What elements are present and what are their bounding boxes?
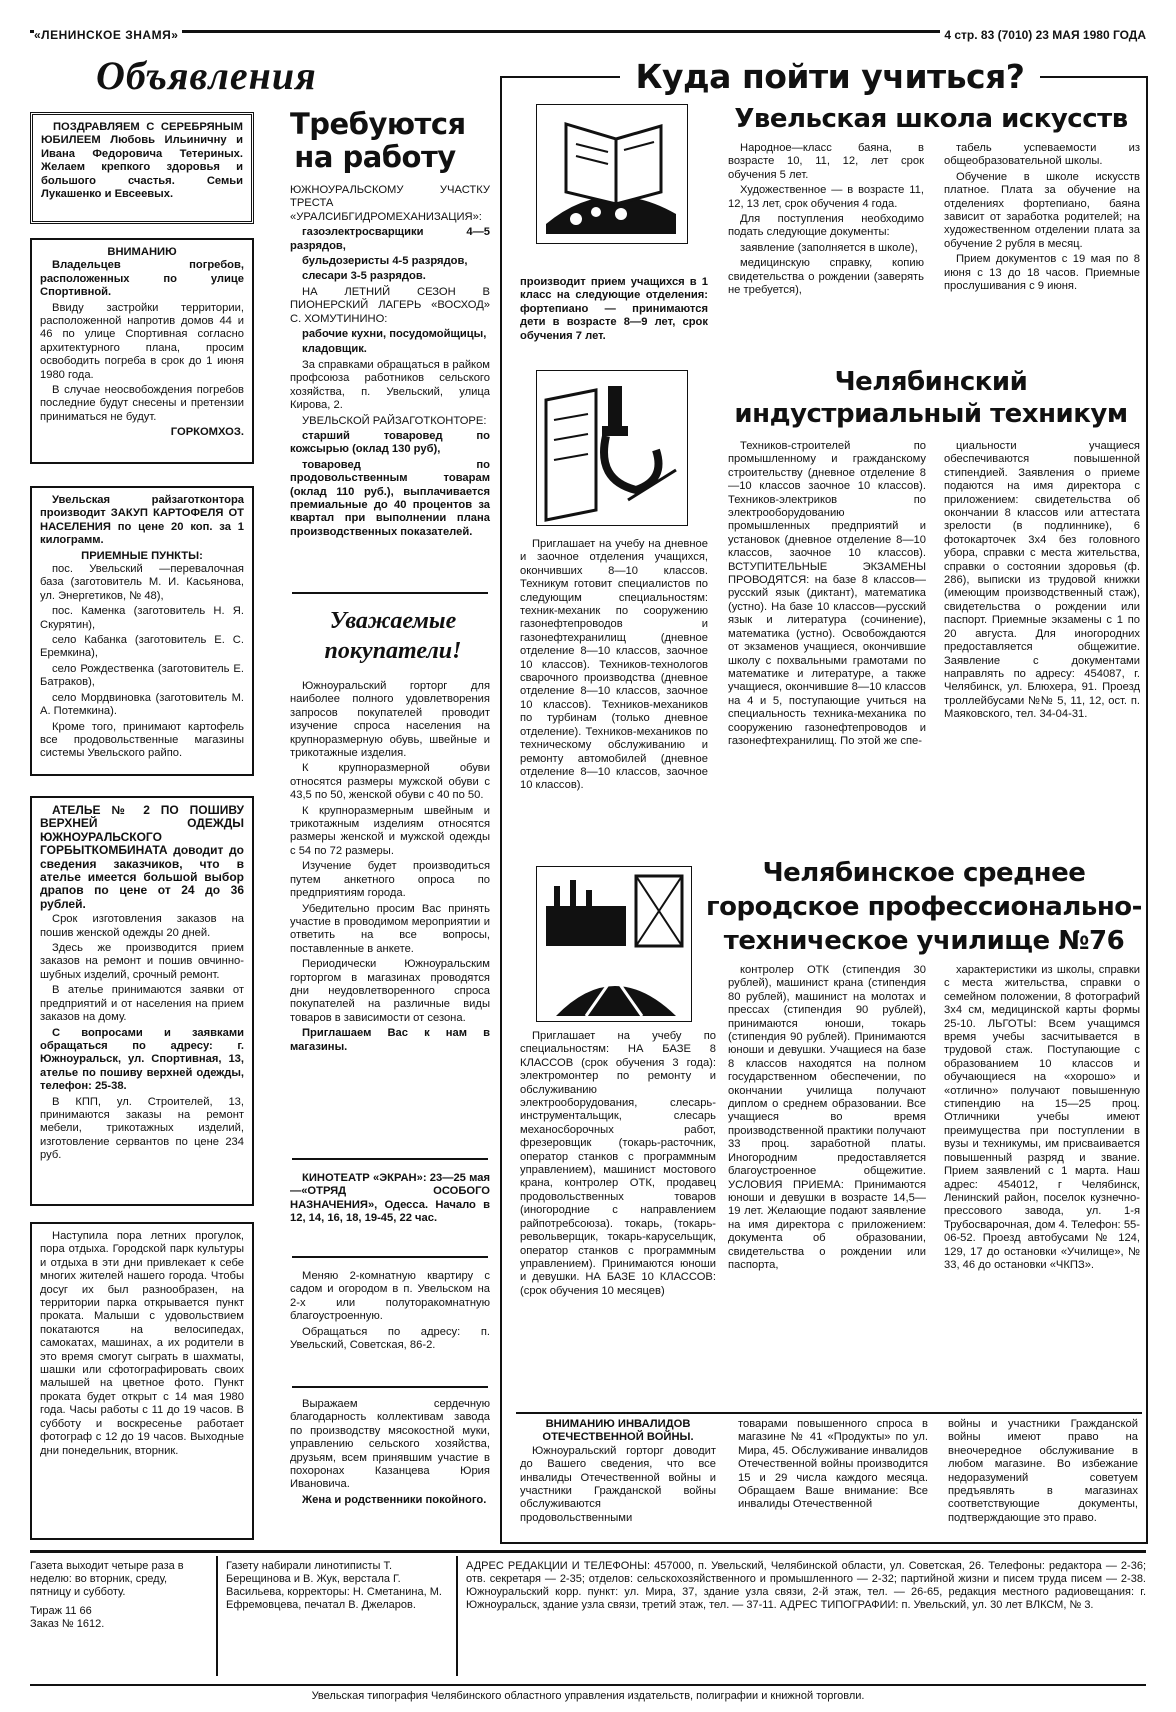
tech-col3 [944, 440, 1140, 724]
potato-p3: пос. Каменка (заготовитель Н. Я. Скурятин), [40, 605, 244, 631]
invalid-c: войны и участники Гражданской войны имеют право на внеочередное обслуживание в любом магазине. Во избежание недоразумений советуем предъявлять в магазинах соответствующие документы, подтверждающие это право. [948, 1418, 1138, 1524]
art-d3: Прием документов с 19 мая по 8 июня с 13 до 18 часов. Приемные прослушивания с 9 июня. [944, 253, 1140, 293]
potato-p5: село Рождественка (заготовитель Е. Батраков), [40, 662, 244, 689]
ptu-d-p: характеристики из школы, справки с места жительства, справки о семейном положении, 8 фотографий 3х4 см, медицинской карты формы 25-10. ЛЬГОТЫ: Всем учащимся время учебы засчитывается в трудовой стаж. Поступающие с образованием 10 классов и обучающиеся на «хорошо» и «отлично» получают повышенную стипендию на 15—25 проц. Отличники учебы имеют преимущества при поступлении в вузы и техникумы, им присваивается повышенный разряд и звание. Прием заявлений с 1 марта. Наш адрес: 454012, г Челябинск, Ленинский район, поселок кузнечно-прессового завода, ул. 1-я Трубосварочная, дом 4. Телефон: 55-06-52. Проезд автобусами № 124, 129, 17 до остановки «Училище», № 33, 46 до остановки «ЧКПЗ». [944, 964, 1140, 1271]
art-c5: медицинскую справку, копию свидетельства о рождении (заверять не требуется), [728, 257, 924, 297]
art-col3 [944, 142, 1140, 295]
ptu-left-p: Приглашает на учебу по специальностям: НА БАЗЕ 8 КЛАССОВ (срок обучения 3 года): электромонтер по ремонту и обслуживанию электрооборудования, слесарь-инструментальщик, слесарь механосборочных работ, фрезеровщик (токарь-расточник, оператор станков с программным управлением), машинист мостового крана, контролер ОТК, продавец продовольственных товаров (иногородние с направлением райпотребсоюза). токарь, (токарь-револьверщик, токарь-карусельщик, оператор станков с программным управлением). Принимаются юноши и девушки. НА БАЗЕ 10 КЛАССОВ: (срок обучения 10 месяцев) [520, 1030, 716, 1297]
cinema-notice [290, 1172, 490, 1228]
jobs-p3: бульдозеристы 4-5 разрядов, [302, 255, 468, 268]
jobs-p10: старший товаровед по кожсырью (оклад 130 руб), [290, 429, 490, 456]
buyers-heading: Уважаемые покупатели! [324, 608, 462, 664]
divider [292, 1158, 488, 1160]
attention-p2: Ввиду застройки территории, расположенной напротив домов 44 и 46 по улице Спортивная согласно архитектурного плана, просим освободить погреба в срок до 1 июня 1980 года. [40, 301, 244, 381]
footer-rule [30, 1684, 1146, 1686]
art-c4: заявление (заполняется в школе), [740, 241, 918, 254]
divider [292, 1256, 488, 1258]
attention-title: ВНИМАНИЮ [107, 246, 177, 258]
exchange-p1: Меняю 2-комнатную квартиру с садом и огородом в п. Увельском на 2-х или полуторакомнатную благоустроенную. [290, 1270, 490, 1323]
footer-divider [456, 1556, 458, 1676]
condolence-p1: Выражаем сердечную благодарность коллективам завода по производству мясокостной муки, управлению сельского хозяйства, друзьям, всем принявшим участие в похоронах Казанцева Юрия Ивановича. [290, 1398, 490, 1491]
buyers-p4: Изучение будет производиться путем анкетного опроса по предприятиям города. [290, 860, 490, 900]
jobs-p9: УВЕЛЬСКОЙ РАЙЗАГОТКОНТОРЕ: [302, 414, 487, 427]
footer-rule [30, 1550, 1146, 1553]
art-c1: Народное—класс баяна, в возрасте 10, 11, 12, лет срок обучения 5 лет. [728, 142, 924, 181]
exchange-p2: Обращаться по адресу: п. Увельский, Советская, 86-2. [290, 1325, 490, 1352]
park-notice [30, 1222, 254, 1540]
congrats-notice [30, 112, 254, 224]
art-d2: Обучение в школе искусств платное. Плата за обучение на отделениях фортепиано, баяна зависит от заработка родителей; на художественном отделении плата за обучение 2 рубля в месяц. [944, 170, 1140, 250]
potato-notice [30, 486, 254, 776]
potato-p6: село Мордвиновка (заготовитель М. А. Потемкина). [40, 691, 244, 718]
condolence-notice [290, 1398, 490, 1509]
art-left-text [520, 276, 708, 345]
buyers-p6: Периодически Южноуральским горторгом в магазинах проводятся дни неудовлетворенного спроса покупателей на различные виды товаров в зависимости от сезона. [290, 958, 490, 1024]
education-heading: Куда пойти учиться? [620, 58, 1040, 96]
footer-staff: Газету набирали линотиписты Т. Берещинова и В. Жук, верстала Г. Васильева, корректоры: Н. Сметанина, М. Ефремовцева, печатал В. Джеларов. [226, 1560, 442, 1611]
jobs-heading: Требуются на работу [290, 107, 466, 174]
ads-heading: Объявления [96, 53, 317, 98]
footer-schedule-text: Газета выходит четыре раза в неделю: во вторник, среду, пятницу и субботу. [30, 1560, 184, 1598]
jobs-p1: ЮЖНОУРАЛЬСКОМУ УЧАСТКУ ТРЕСТА «УРАЛСИБГИДРОМЕХАНИЗАЦИЯ»: [290, 184, 490, 223]
attention-notice [30, 238, 254, 464]
potato-points-title: ПРИЕМНЫЕ ПУНКТЫ: [81, 549, 203, 562]
atelier-p6: В КПП, ул. Строителей, 13, принимаются заказы на ремонт мебели, трикотажных изделий, изготовление сервантов по цене 234 руб. [40, 1095, 244, 1162]
art-left-p: производит прием учащихся в 1 класс на следующие отделения: фортепиано — принимаются дети в возрасте 8—9 лет, срок обучения 7 лет. [520, 276, 708, 342]
tech-c-p: Техников-строителей по промышленному и гражданскому строительству (дневное отделение 8—10 классов заочное 10 классов). Техников-электриков по электрооборудованию промышленных предприятий и установок (дневное отделение 8—10 классов, заочное 10 классов). ВСТУПИТЕЛЬНЫЕ ЭКЗАМЕНЫ ПРОВОДЯТСЯ: на базе 8 классов—русский язык (диктант), математика (устно). На базе 10 классов—русский язык и литература (сочинение), математика (устно). Освобождаются от экзаменов учащиеся, окончившие школу с похвальными грамотами по математике и литературе, а также учащиеся, окончившие 8—10 классов на 4 и 5, поступающие учиться на специальность техника-механика по сооружению газонефтепроводов и газонефтехранилищ. По этой же спе- [728, 440, 926, 747]
buyers-p3: К крупноразмерным швейным и трикотажным изделиям относятся размеры женской и мужской одежды с 54 по 72 размеры. [290, 804, 490, 857]
attention-p3: В случае неосвобождения погребов последние будут снесены и претензии приниматься не будут. [40, 384, 244, 423]
atelier-p3: Здесь же производится прием заказов на ремонт и пошив овчинно-шубных изделий, срочный ремонт. [40, 942, 244, 981]
atelier-notice [30, 796, 254, 1206]
cinema-text: КИНОТЕАТР «ЭКРАН»: 23—25 мая—«ОТРЯД ОСОБОГО НАЗНАЧЕНИЯ», Одесса. Начало в 12, 14, 16, 18, 19-45, 22 час. [290, 1172, 490, 1225]
tech-left-p: Приглашает на учебу на дневное и заочное отделения учащихся, окончивших 8—10 классов. Техникум готовит специалистов по следующим специальностям: техник-механик по сооружению газонефтепроводов и газонефтехранилищ (дневное отделение 8—10 классов, заочное 10 классов). Техников-технологов сварочного производства (дневное отделение 8—10 классов, заочное 10 классов). Техников-механиков по турбинам (только дневное отделение). Техников-механиков по техническому обслуживанию и ремонту автомобилей (дневное отделение 8—10 классов, заочное 10 классов). [520, 538, 708, 792]
invalid-title: ВНИМАНИЮ ИНВАЛИДОВ ОТЕЧЕСТВЕННОЙ ВОЙНЫ. [542, 1418, 694, 1444]
art-c2: Художественное — в возрасте 11, 12, 13 лет, срок обучения 4 года. [728, 184, 924, 210]
art-school-title: Увельская школа искусств [734, 104, 1128, 134]
ptu-illustration [536, 866, 692, 1022]
jobs-body [290, 184, 490, 541]
condolence-p2: Жена и родственники покойного. [302, 1493, 487, 1506]
jobs-p11: товаровед по продовольственным товарам (оклад 110 руб.), выплачивается премиальные до 40 процентов за квартал при выполнении плана производственных показателей. [290, 458, 490, 538]
art-c3: Для поступления необходимо подать следующие документы: [728, 213, 924, 239]
ptu-left-text [520, 1030, 716, 1300]
invalid-col1 [520, 1418, 716, 1527]
buyers-p2: К крупноразмерной обуви относятся размеры мужской обуви с 43,5 по 50, женской обуви с 40 по 50. [290, 762, 490, 802]
invalid-col2 [738, 1418, 928, 1514]
art-illustration [536, 104, 688, 244]
buyers-p1: Южноуральский горторг для наиболее полного удовлетворения запросов покупателей проводит изучение спроса населения на крупноразмерную обувь, швейные и трикотажные изделия. [290, 680, 490, 760]
tech-title: Челябинский индустриальный техникум [734, 367, 1128, 429]
ptu-title: Челябинское среднее городское профессионально-техническое училище №76 [706, 858, 1142, 956]
potato-p1: Увельская райзаготконтора производит ЗАКУП КАРТОФЕЛЯ ОТ НАСЕЛЕНИЯ по цене 20 коп. за 1 килограмм. [40, 494, 244, 547]
atelier-p4: В ателье принимаются заявки от предприятий и от населения на прием заказов на дому. [40, 984, 244, 1024]
ptu-col2 [728, 964, 926, 1274]
jobs-p5: НА ЛЕТНИЙ СЕЗОН В ПИОНЕРСКИЙ ЛАГЕРЬ «ВОСХОД» С. ХОМУТИНИНО: [290, 285, 490, 325]
jobs-p4: слесари 3-5 разрядов. [302, 270, 426, 283]
divider [516, 1412, 1142, 1414]
atelier-p2: Срок изготовления заказов на пошив женской одежды 20 дней. [40, 913, 244, 939]
congrats-text: ПОЗДРАВЛЯЕМ С СЕРЕБРЯНЫМ ЮБИЛЕЕМ Любовь Ильиничну и Ивана Федоровича Тетериных. Желаем крепкого здоровья и большого счастья. Семьи Лукашенко и Евсеевых. [41, 121, 243, 201]
footer-divider [216, 1556, 218, 1676]
park-text: Наступила пора летних прогулок, пора отдыха. Городской парк культуры и отдыха в эти дни привлекает к себе многих жителей нашего города. Чтобы досуг их был разнообразен, на территории парка открывается пункт проката. Малыши с удовольствием покатаются на велосипедах, самокатах, машинах, а их родители в это время смогут сыграть в шахматы, шашки или сфотографировать своих малышей на цветное фото. Пункт проката будет открыт с 14 мая 1980 года. Часы работы с 11 до 19 часов. В субботу и воскресенье работает фотограф с 12 до 19 часов. Выходные дни понедельник, вторник. [40, 1230, 244, 1457]
buyers-body [290, 680, 490, 1056]
divider [292, 1386, 488, 1388]
art-col2 [728, 142, 924, 299]
issue-info: 4 стр. 83 (7010) 23 МАЯ 1980 ГОДА [940, 28, 1146, 42]
tech-d-p: циальности учащиеся обеспечиваются повышенной стипендией. Заявления о приеме подаются на имя директора с приложением: свидетельства об окончании 8 классов или аттестата зрелости (в подлиннике), 6 фотокарточек 3х4 без головного убора, справки с места жительства, справки о состоянии здоровья (ф. 286), выписки из трудовой книжки (имеющим производственный стаж), свидетельства о рождении или паспорт. Приемные экзамены с 1 по 20 августа. Для иногородних предоставляется общежитие. Заявление с документами направлять по адресу: 454087, г. Челябинск, ул. Блюхера, 91. Проезд троллейбусами №№ 5, 11, 12, ост. п. Маяковского, тел. 34-04-31. [944, 440, 1140, 721]
tech-col2 [728, 440, 926, 750]
art-d1: табель успеваемости из общеобразовательной школы. [944, 142, 1140, 168]
invalid-b: товарами повышенного спроса в магазине № 41 «Продукты» по ул. Мира, 45. Обслуживание инвалидов Отечественной войны производится 15 и 29 числа каждого месяца. Обращаем Ваше внимание: Все инвалиды Отечественной [738, 1418, 928, 1511]
atelier-p1: АТЕЛЬЕ № 2 ПО ПОШИВУ ВЕРХНЕЙ ОДЕЖДЫ ЮЖНОУРАЛЬСКОГО ГОРБЫТКОМБИНАТА доводит до сведения заказчиков, что в ателье имеется большой выбор драпов по цене от 24 до 36 рублей. [40, 803, 244, 911]
potato-p7: Кроме того, принимают картофель все продовольственные магазины системы Увельского райпо. [40, 720, 244, 760]
buyers-p5: Убедительно просим Вас принять участие в проводимом мероприятии и ответить на все вопросы, поставленные в анкете. [290, 902, 490, 955]
attention-p1: Владельцев погребов, расположенных по улице Спортивной. [40, 259, 244, 299]
potato-p4: село Кабанка (заготовитель Е. С. Еремкина), [40, 634, 244, 660]
invalid-a: Южноуральский горторг доводит до Вашего сведения, что все инвалиды Отечественной войны и участники Гражданской войны обслуживаются продовольственными [520, 1444, 716, 1524]
exchange-notice [290, 1270, 490, 1354]
tech-illustration [536, 370, 688, 526]
potato-p2: пос. Увельский —перевалочная база (заготовитель М. И. Касьянова, ул. Энергетиков, № 48), [40, 563, 244, 602]
footer-address: АДРЕС РЕДАКЦИИ И ТЕЛЕФОНЫ: 457000, п. Увельский, Челябинской области, ул. Советская, 26. Телефоны: редактора — 2-36; отв. секретаря — 2-35; отделов: сельскохозяйственного и промышленного — 2-32; партийной жизни и писем труда писем — 2-38. Южноуральский корр. пункт: ул. Мира, 37, здание узла связи, 2-й этаж, тел. — 26-65, редакция местного радиовещания: г. Южноуральск, здание узла связи, третий этаж, тел. — 37-11. АДРЕС ТИПОГРАФИИ: п. Увельский, ул. 30 лет ВЛКСМ, № 3. [466, 1560, 1146, 1611]
footer-order: Заказ № 1612. [30, 1618, 105, 1630]
divider [292, 592, 488, 594]
attention-sign: ГОРКОМХОЗ. [170, 426, 244, 439]
tech-left-text [520, 538, 708, 795]
ptu-c-p: контролер ОТК (стипендия 30 рублей), машинист крана (стипендия 80 рублей), машинист на молотах и прессах (стипендия 90 рублей), принимаются юноши, токарь (стипендия 90 рублей). Принимаются юноши и девушки. Учащиеся на базе 8 классов находятся на полном государственном обеспечении, по окончании училища получают диплом о среднем образовании. Все учащиеся во время производственной практики получают 33 проц. заработной платы. Иногородним предоставляется благоустроенное общежитие. УСЛОВИЯ ПРИЕМА: Принимаются юноши и девушки в возрасте 14,5—19 лет. Желающие подают заявление на имя директора с приложением: документа об образовании, свидетельства о рождении или паспорта, [728, 964, 926, 1271]
buyers-p7: Приглашаем Вас к нам в магазины. [290, 1027, 490, 1053]
jobs-p6: рабочие кухни, посудомойщицы, [302, 328, 487, 341]
footer-printer: Увельская типография Челябинского областного управления издательств, полиграфии и книжной торговли. [311, 1690, 865, 1702]
atelier-p5: С вопросами и заявками обращаться по адресу: г. Южноуральск, ул. Спортивная, 13, ателье по пошиву верхней одежды, телефон: 25-38. [40, 1026, 244, 1093]
newspaper-name: «ЛЕНИНСКОЕ ЗНАМЯ» [34, 28, 182, 42]
ptu-col3 [944, 964, 1140, 1274]
jobs-p8: За справками обращаться в райком профсоюза работников сельского хозяйства, п. Увельский, улица Кирова, 2. [290, 358, 490, 412]
footer-circulation: Тираж 11 66 [30, 1605, 92, 1617]
jobs-p2: газоэлектросварщики 4—5 разрядов, [290, 226, 490, 252]
footer-schedule [30, 1560, 208, 1631]
jobs-p7: кладовщик. [302, 343, 367, 356]
invalid-col3 [948, 1418, 1138, 1527]
